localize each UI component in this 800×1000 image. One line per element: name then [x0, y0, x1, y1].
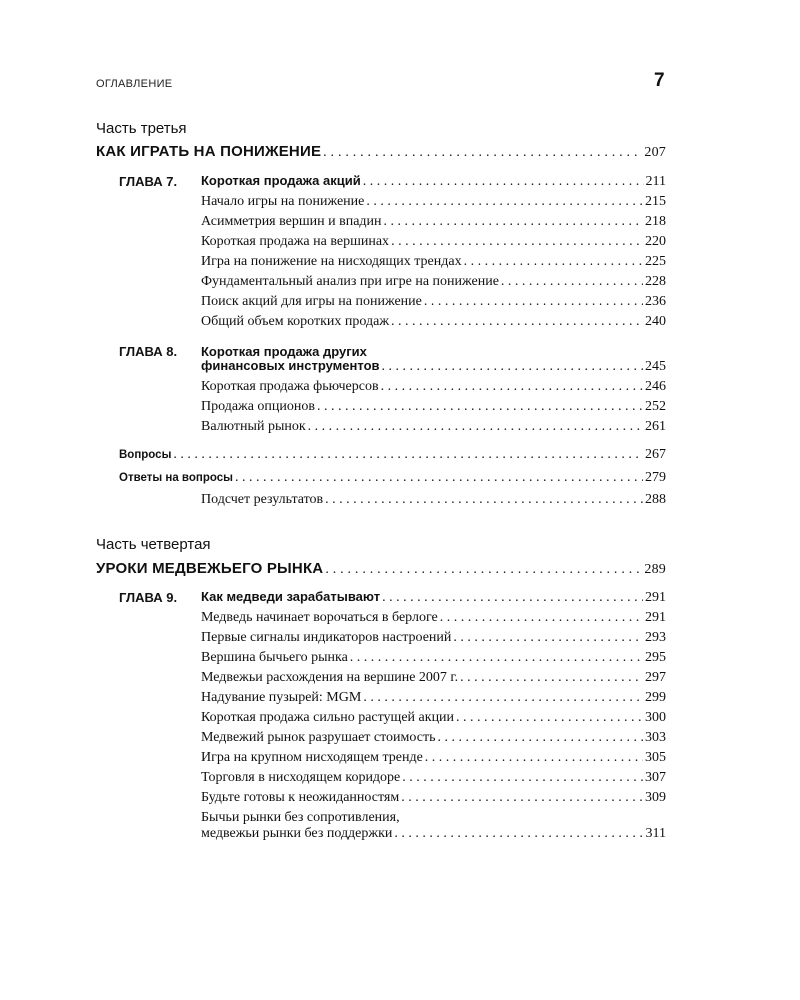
page-ref: 311	[645, 826, 666, 841]
entry-title: Продажа опционов	[201, 399, 316, 414]
toc-entry[interactable]	[201, 379, 666, 395]
part-title-row[interactable]	[96, 143, 666, 161]
leader-dots	[363, 174, 644, 190]
entry-title: медвежьи рынки без поддержки	[201, 826, 393, 841]
entry-title: Торговля в нисходящем коридоре	[201, 770, 401, 785]
chapter-tag: ГЛАВА 9.	[119, 590, 178, 605]
part-label: Часть третья	[96, 120, 187, 137]
chapter-tag: ГЛАВА 8.	[119, 344, 178, 359]
leader-dots	[363, 690, 643, 706]
answers-title: Ответы на вопросы	[119, 472, 233, 484]
page-ref: 291	[645, 610, 666, 625]
leader-dots	[173, 447, 643, 463]
toc-entry[interactable]	[201, 826, 666, 842]
toc-entry[interactable]	[201, 790, 666, 806]
page-ref: 309	[645, 790, 666, 805]
part-title: УРОКИ МЕДВЕЖЬЕГО РЫНКА	[96, 560, 324, 577]
questions-title: Вопросы	[119, 449, 172, 461]
leader-dots	[437, 730, 643, 746]
entry-title: Вершина бычьего рынка	[201, 650, 348, 665]
page-ref: 300	[645, 710, 666, 725]
leader-dots	[325, 562, 642, 578]
entry-title: Медвежий рынок разрушает стоимость	[201, 730, 436, 745]
leader-dots	[235, 470, 643, 486]
leader-dots	[453, 630, 643, 646]
leader-dots	[317, 399, 643, 415]
leader-dots	[394, 826, 643, 842]
toc-entry[interactable]	[201, 194, 666, 210]
entry-title: Игра на крупном нисходящем тренде	[201, 750, 423, 765]
page-ref: 293	[645, 630, 666, 645]
entry-title: Медведь начинает ворочаться в берлоге	[201, 610, 438, 625]
part-title: КАК ИГРАТЬ НА ПОНИЖЕНИЕ	[96, 143, 322, 160]
leader-dots	[460, 670, 643, 686]
leader-dots	[384, 214, 643, 230]
chapter-row[interactable]	[201, 589, 666, 606]
leader-dots	[424, 294, 643, 310]
entry-title: Короткая продажа фьючерсов	[201, 379, 379, 394]
toc-entry[interactable]	[201, 770, 666, 786]
entry-title: Общий объем коротких продаж	[201, 314, 390, 329]
entry-title: Асимметрия вершин и впадин	[201, 214, 382, 229]
running-head: ОГЛАВЛЕНИЕ	[96, 78, 173, 90]
chapter-title-line1: Короткая продажа других	[201, 344, 367, 359]
toc-entry[interactable]	[201, 750, 666, 766]
entry-title: Будьте готовы к неожиданностям	[201, 790, 400, 805]
entry-title-line1: Бычьи рынки без сопротивления,	[201, 810, 400, 825]
entry-title: Валютный рынок	[201, 419, 306, 434]
toc-entry[interactable]	[201, 399, 666, 415]
entry-title: Фундаментальный анализ при игре на понижение	[201, 274, 499, 289]
page-ref: 279	[645, 470, 666, 485]
chapter-row[interactable]	[201, 358, 666, 375]
chapter-title: Как медведи зарабатывают	[201, 589, 381, 604]
leader-dots	[425, 750, 643, 766]
entry-title: Короткая продажа на вершинах	[201, 234, 390, 249]
leader-dots	[440, 610, 643, 626]
entry-title: Игра на понижение на нисходящих трендах	[201, 254, 462, 269]
toc-entry[interactable]	[201, 710, 666, 726]
leader-dots	[382, 359, 643, 375]
entry-title: Медвежьи расхождения на вершине 2007 г.	[201, 670, 459, 685]
page-ref: 245	[645, 359, 666, 374]
toc-entry[interactable]	[201, 670, 666, 686]
page-ref: 267	[645, 447, 666, 462]
leader-dots	[391, 234, 643, 250]
leader-dots	[464, 254, 643, 270]
page-ref: 261	[645, 419, 666, 434]
chapter-title: Короткая продажа акций	[201, 173, 361, 188]
toc-entry[interactable]	[201, 314, 666, 330]
part-label: Часть четвертая	[96, 536, 211, 553]
page-ref: 289	[644, 562, 666, 577]
leader-dots	[401, 790, 643, 806]
entry-title: Начало игры на понижение	[201, 194, 365, 209]
leader-dots	[501, 274, 643, 290]
leader-dots	[350, 650, 643, 666]
toc-entry[interactable]	[201, 214, 666, 230]
toc-entry[interactable]	[201, 730, 666, 746]
toc-entry[interactable]	[201, 690, 666, 706]
toc-entry[interactable]	[201, 610, 666, 626]
page-ref: 215	[645, 194, 666, 209]
page-ref: 211	[645, 174, 666, 189]
toc-entry[interactable]	[201, 294, 666, 310]
leader-dots	[456, 710, 643, 726]
chapter-tag: ГЛАВА 7.	[119, 174, 178, 189]
leader-dots	[402, 770, 643, 786]
answers-row[interactable]	[119, 470, 666, 486]
page-ref: 252	[645, 399, 666, 414]
leader-dots	[308, 419, 643, 435]
chapter-title: финансовых инструментов	[201, 358, 380, 373]
page-number: 7	[654, 70, 665, 91]
toc-entry[interactable]	[201, 234, 666, 250]
page-ref: 307	[645, 770, 666, 785]
page-ref: 297	[645, 670, 666, 685]
toc-entry[interactable]	[201, 254, 666, 270]
leader-dots	[382, 590, 643, 606]
toc-entry[interactable]	[201, 419, 666, 435]
entry-title: Первые сигналы индикаторов настроений	[201, 630, 452, 645]
toc-entry[interactable]	[201, 492, 666, 508]
entry-title: Короткая продажа сильно растущей акции	[201, 710, 455, 725]
page-ref: 228	[645, 274, 666, 289]
questions-row[interactable]	[119, 447, 666, 463]
entry-title: Подсчет результатов	[201, 492, 324, 507]
chapter-row[interactable]	[201, 173, 666, 190]
page-ref: 236	[645, 294, 666, 309]
page-ref: 295	[645, 650, 666, 665]
page-ref: 299	[645, 690, 666, 705]
part-title-row[interactable]	[96, 560, 666, 578]
leader-dots	[366, 194, 643, 210]
page-ref: 303	[645, 730, 666, 745]
page-ref: 240	[645, 314, 666, 329]
toc-entry[interactable]	[201, 650, 666, 666]
page-ref: 220	[645, 234, 666, 249]
leader-dots	[323, 145, 642, 161]
leader-dots	[381, 379, 643, 395]
page-ref: 225	[645, 254, 666, 269]
page-ref: 207	[644, 145, 666, 160]
entry-title: Надувание пузырей: MGM	[201, 690, 362, 705]
page-ref: 305	[645, 750, 666, 765]
page-ref: 218	[645, 214, 666, 229]
toc-entry[interactable]	[201, 630, 666, 646]
toc-entry[interactable]	[201, 274, 666, 290]
entry-title: Поиск акций для игры на понижение	[201, 294, 422, 309]
page-ref: 288	[645, 492, 666, 507]
page-ref: 246	[645, 379, 666, 394]
leader-dots	[325, 492, 643, 508]
leader-dots	[391, 314, 643, 330]
page-ref: 291	[645, 590, 666, 605]
